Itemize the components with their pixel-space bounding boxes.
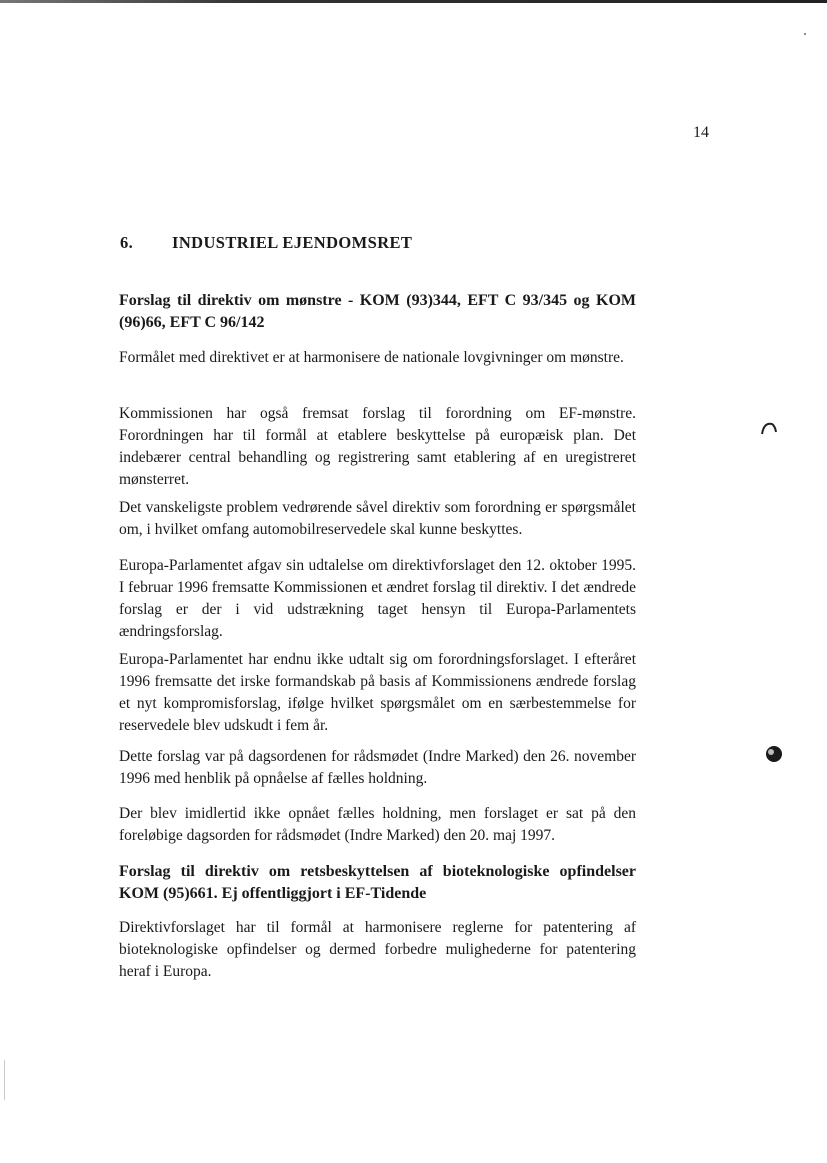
punch-hole-arc-mark — [760, 420, 778, 438]
paragraph: Europa-Parlamentet afgav sin udtalelse om direktivforslaget den 12. oktober 1995. I februar 1996 fremsatte Kommissionen et ændret forslag til direktiv. I det ændrede forslag er der i vid udstrækning taget hensyn til Europa-Parlamentets ændringsforslag. — [119, 557, 636, 640]
subheading-designs: Forslag til direktiv om mønstre - KOM (93)344, EFT C 93/345 og KOM (96)66, EFT C 96/142 — [119, 292, 636, 331]
paragraph: Dette forslag var på dagsordenen for rådsmødet (Indre Marked) den 26. november 1996 med henblik på opnåelse af fælles holdning. — [119, 748, 636, 787]
page-number: 14 — [693, 124, 709, 141]
punch-hole-mark — [764, 744, 784, 764]
subheading-biotech: Forslag til direktiv om retsbeskyttelsen af bioteknologiske opfindelser KOM (95)661. Ej offentliggjort i EF-Tidende — [119, 863, 636, 902]
scan-edge-top — [0, 0, 827, 3]
paragraph: Formålet med direktivet er at harmonisere de nationale lovgivninger om mønstre. — [119, 349, 624, 366]
paragraph: Direktivforslaget har til formål at harmonisere reglerne for patentering af bioteknologiske opfindelser og dermed forbedre mulighederne for patentering heraf i Europa. — [119, 919, 636, 980]
paragraph: Europa-Parlamentet har endnu ikke udtalt sig om forordningsforslaget. I efteråret 1996 fremsatte det irske formandskab på basis af Kommissionens ændrede forslag et nyt kompromisforslag, ifølge hvilket spørgsmålet om en særbestemmelse for reservedele blev udskudt i fem år. — [119, 651, 636, 734]
section-heading — [120, 233, 412, 253]
scan-edge-left — [4, 1060, 5, 1100]
paragraph: Der blev imidlertid ikke opnået fælles holdning, men forslaget er sat på den foreløbige dagsorden for rådsmødet (Indre Marked) den 20. maj 1997. — [119, 805, 636, 844]
paragraph: Kommissionen har også fremsat forslag til forordning om EF-mønstre. Forordningen har til formål at etablere beskyttelse på europæisk plan. Det indebærer central behandling og registrering samt etablering af en uregistreret mønsterret. — [119, 405, 636, 488]
section-number: 6. — [120, 233, 134, 252]
scan-speck — [804, 33, 806, 35]
paragraph: Det vanskeligste problem vedrørende såvel direktiv som forordning er spørgsmålet om, i hvilket omfang automobilreservedele skal kunne beskyttes. — [119, 499, 636, 538]
section-title: INDUSTRIEL EJENDOMSRET — [172, 233, 413, 252]
